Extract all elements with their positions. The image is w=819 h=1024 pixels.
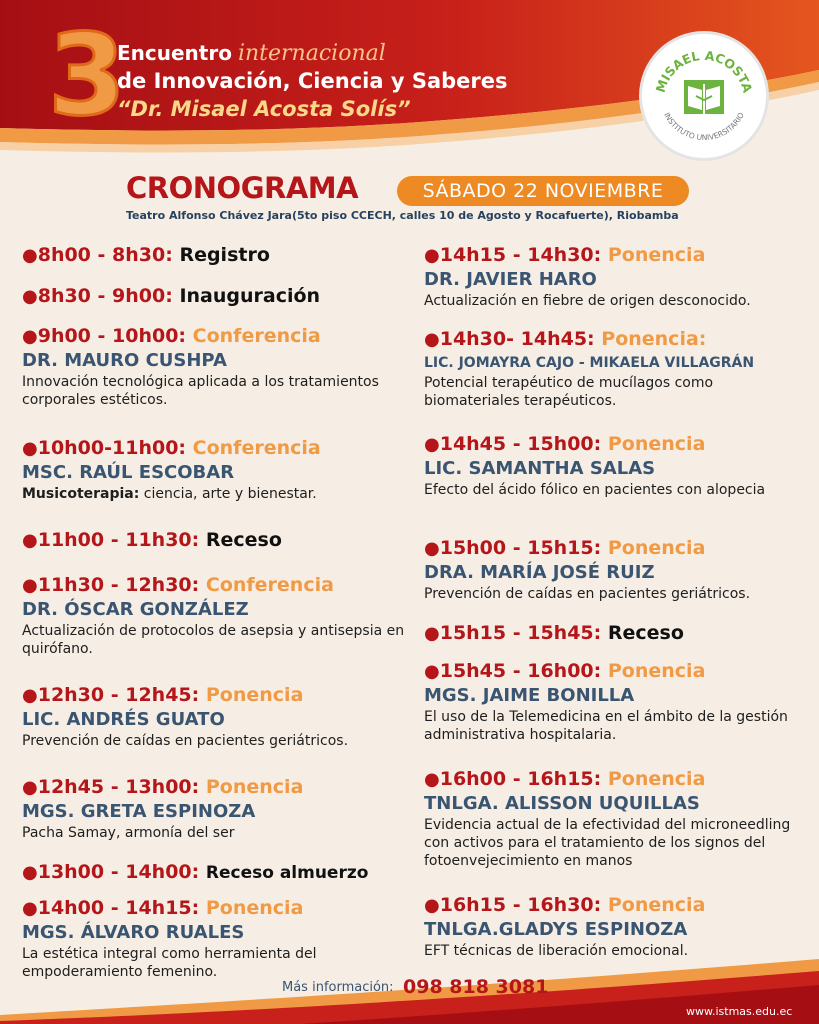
schedule-item — [424, 767, 808, 870]
more-info-label: Más información: — [282, 980, 394, 995]
bullet-icon: ● — [22, 245, 38, 266]
schedule-item — [22, 528, 406, 553]
session-description: Pacha Samay, armonía del ser — [22, 825, 235, 841]
session-description: Prevención de caídas en pacientes geriátricos. — [22, 733, 349, 749]
title-encuentro: Encuentro — [117, 41, 232, 65]
session-kind: Ponencia — [205, 897, 304, 919]
session-kind: Ponencia — [607, 894, 706, 916]
event-title — [117, 40, 508, 123]
bullet-icon: ● — [22, 898, 38, 919]
session-kind: Ponencia — [607, 660, 706, 682]
speaker-name: MGS. GRETA ESPINOZA — [22, 801, 256, 822]
time-range: 10h00-11h00: — [37, 437, 187, 459]
session-kind: Receso — [607, 622, 684, 644]
time-range: 15h15 - 15h45: — [439, 622, 602, 644]
speaker-name: DR. JAVIER HARO — [424, 269, 597, 290]
session-kind: Receso — [205, 529, 282, 551]
speaker-name: DR. ÓSCAR GONZÁLEZ — [22, 599, 249, 620]
schedule-item — [22, 243, 406, 268]
time-range: 13h00 - 14h00: — [37, 861, 200, 883]
schedule-item — [22, 775, 406, 842]
institute-logo — [642, 34, 766, 158]
logo-bottom-text: INSTITUTO UNIVERSITARIO — [662, 110, 746, 143]
speaker-name: TNLGA. ALISSON UQUILLAS — [424, 793, 700, 814]
speaker-name: MGS. ÁLVARO RUALES — [22, 922, 245, 943]
phone-number: 098 818 3081 — [403, 976, 549, 998]
bullet-icon: ● — [22, 286, 38, 307]
speaker-name: LIC. SAMANTHA SALAS — [424, 458, 656, 479]
speaker-name: DRA. MARÍA JOSÉ RUIZ — [424, 562, 655, 583]
speaker-name: LIC. ANDRÉS GUATO — [22, 709, 225, 730]
schedule-item — [22, 860, 406, 885]
book-logo-icon — [642, 34, 766, 158]
time-range: 14h45 - 15h00: — [439, 433, 602, 455]
session-description — [22, 485, 406, 503]
event-title-line1 — [117, 40, 508, 67]
session-description: Innovación tecnológica aplicada a los tratamientos corporales estéticos. — [22, 374, 379, 408]
speaker-name: LIC. JOMAYRA CAJO - MIKAELA VILLAGRÁN — [424, 355, 755, 371]
bullet-icon: ● — [424, 245, 440, 266]
time-range: 8h00 - 8h30: — [37, 244, 173, 266]
time-range: 11h30 - 12h30: — [37, 574, 200, 596]
time-range: 14h00 - 14h15: — [37, 897, 200, 919]
schedule-item — [424, 621, 808, 646]
time-range: 15h45 - 16h00: — [439, 660, 602, 682]
schedule-item — [424, 432, 808, 499]
bullet-icon: ● — [424, 769, 440, 790]
time-range: 12h45 - 13h00: — [37, 776, 200, 798]
schedule-item — [22, 324, 406, 409]
logo-top-text: MISAEL ACOSTA — [652, 47, 756, 95]
bullet-icon: ● — [22, 685, 38, 706]
schedule-item — [424, 893, 808, 960]
time-range: 14h30- 14h45: — [439, 328, 595, 350]
title-internacional: internacional — [237, 41, 386, 66]
bullet-icon: ● — [22, 326, 38, 347]
bullet-icon: ● — [22, 575, 38, 596]
bullet-icon: ● — [424, 623, 440, 644]
session-description: Potencial terapéutico de mucílagos como biomateriales terapéuticos. — [424, 375, 714, 409]
schedule-item — [424, 659, 808, 744]
session-description: Actualización de protocolos de asepsia y antisepsia en quirófano. — [22, 623, 405, 657]
session-kind: Ponencia — [205, 776, 304, 798]
session-description: EFT técnicas de liberación emocional. — [424, 943, 689, 959]
description-bold: Musicoterapia: — [22, 486, 140, 502]
speaker-name: MSC. RAÚL ESCOBAR — [22, 462, 235, 483]
description-rest: ciencia, arte y bienestar. — [139, 486, 317, 502]
session-description: Evidencia actual de la efectividad del microneedling con activos para el tratamiento de los signos del fotoenvejecimiento en manos — [424, 817, 791, 869]
session-kind: Ponencia: — [601, 328, 707, 350]
event-title-line3: “Dr. Misael Acosta Solís” — [117, 97, 411, 121]
date-badge: SÁBADO 22 NOVIEMBRE — [397, 176, 689, 206]
bullet-icon: ● — [424, 329, 440, 350]
session-description: La estética integral como herramienta del empoderamiento femenino. — [22, 946, 317, 980]
time-range: 11h00 - 11h30: — [37, 529, 200, 551]
session-kind: Ponencia — [607, 768, 706, 790]
session-description: Efecto del ácido fólico en pacientes con alopecia — [424, 482, 766, 498]
time-range: 12h30 - 12h45: — [37, 684, 200, 706]
speaker-name: DR. MAURO CUSHPA — [22, 350, 227, 371]
schedule-item — [22, 683, 406, 750]
schedule-item — [22, 573, 406, 658]
session-kind: Conferencia — [205, 574, 334, 596]
time-range: 14h15 - 14h30: — [439, 244, 602, 266]
schedule-item — [424, 327, 808, 410]
schedule-item — [22, 284, 406, 309]
time-range: 16h15 - 16h30: — [439, 894, 602, 916]
schedule-item — [424, 243, 808, 310]
website-link[interactable]: www.istmas.edu.ec — [686, 1005, 793, 1018]
schedule-item — [424, 536, 808, 603]
session-description: El uso de la Telemedicina en el ámbito de la gestión administrativa hospitalaria. — [424, 709, 788, 743]
time-range: 8h30 - 9h00: — [37, 285, 173, 307]
session-kind: Ponencia — [607, 433, 706, 455]
speaker-name: MGS. JAIME BONILLA — [424, 685, 635, 706]
session-kind: Conferencia — [192, 325, 321, 347]
schedule-item — [22, 436, 406, 503]
time-range: 9h00 - 10h00: — [37, 325, 187, 347]
session-kind: Ponencia — [607, 537, 706, 559]
bullet-icon: ● — [22, 777, 38, 798]
bullet-icon: ● — [424, 538, 440, 559]
venue-text: Teatro Alfonso Chávez Jara(5to piso CCECH, calles 10 de Agosto y Rocafuerte), Riobamba — [126, 209, 679, 222]
session-kind: Ponencia — [607, 244, 706, 266]
session-description: Actualización en fiebre de origen desconocido. — [424, 293, 751, 309]
session-kind: Ponencia — [205, 684, 304, 706]
bullet-icon: ● — [22, 530, 38, 551]
event-title-line2: de Innovación, Ciencia y Saberes — [117, 69, 508, 93]
bullet-icon: ● — [424, 895, 440, 916]
page-title: CRONOGRAMA — [126, 171, 359, 205]
bullet-icon: ● — [22, 438, 38, 459]
speaker-name: TNLGA.GLADYS ESPINOZA — [424, 919, 688, 940]
session-description: Prevención de caídas en pacientes geriátricos. — [424, 586, 751, 602]
time-range: 15h00 - 15h15: — [439, 537, 602, 559]
bullet-icon: ● — [424, 434, 440, 455]
bullet-icon: ● — [424, 661, 440, 682]
time-range: 16h00 - 16h15: — [439, 768, 602, 790]
session-kind: Registro — [179, 244, 270, 266]
bullet-icon: ● — [22, 862, 38, 883]
edition-number: 3 — [48, 11, 122, 141]
session-kind: Inauguración — [179, 285, 321, 307]
session-kind: Receso almuerzo — [205, 863, 369, 883]
session-kind: Conferencia — [192, 437, 321, 459]
